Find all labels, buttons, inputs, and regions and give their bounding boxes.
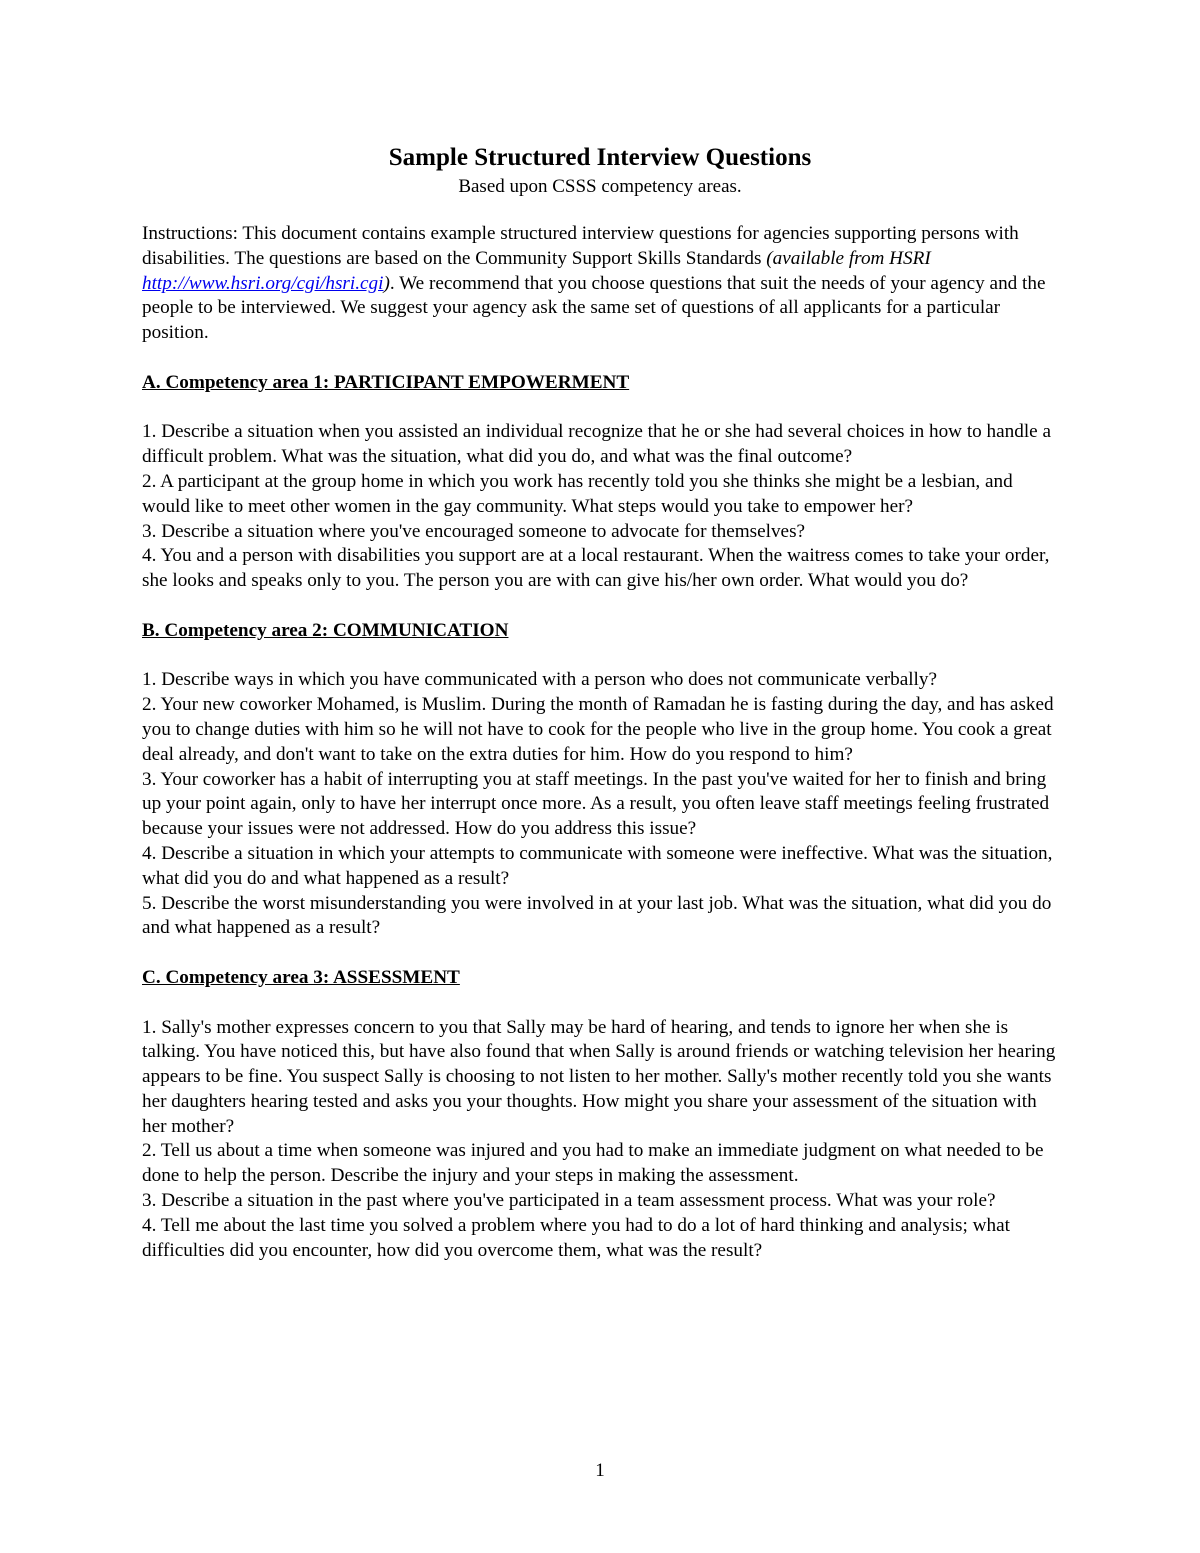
section-b-question-3: 3. Your coworker has a habit of interrupting you at staff meetings. In the past you've waited for her to finish and bring up your point again, only to have her interrupt once more. As a result, you often leave staff meetings feeling frustrated because your issues were not addressed. How do you address this issue? — [142, 768, 1050, 840]
instructions-paragraph — [142, 222, 1062, 346]
instructions-text-2: . We recommend that you choose questions that suit the needs of your agency and the people to be interviewed. We suggest your agency ask the same set of questions of all applicants for a particular position. — [142, 272, 1046, 344]
section-a-question-4: 4. You and a person with disabilities you support are at a local restaurant. When the waitress comes to take your order, she looks and speaks only to you. The person you are with can give his/her own order. What would you do? — [142, 545, 1050, 592]
instructions-text-1: Instructions: This document contains example structured interview questions for agencies supporting persons with disabilities. The questions are based on the Community Support Skills Standards — [142, 223, 1019, 269]
section-c-question-4: 4. Tell me about the last time you solved a problem where you had to do a lot of hard thinking and analysis; what difficulties did you encounter, how did you overcome them, what was the result? — [142, 1214, 1010, 1261]
hsri-link[interactable]: http://www.hsri.org/cgi/hsri.cgi — [142, 272, 384, 294]
document-title: Sample Structured Interview Questions — [388, 144, 812, 171]
section-b-heading: B. Competency area 2: COMMUNICATION — [142, 619, 509, 641]
section-c-question-3: 3. Describe a situation in the past where you've participated in a team assessment process. What was your role? — [142, 1190, 996, 1212]
section-b-question-4: 4. Describe a situation in which your attempts to communicate with someone were ineffective. What was the situation, what did you do and what happened as a result? — [142, 842, 1053, 889]
document-subtitle: Based upon CSSS competency areas. — [458, 176, 742, 197]
section-a-heading: A. Competency area 1: PARTICIPANT EMPOWERMENT — [142, 371, 630, 393]
section-b-question-2: 2. Your new coworker Mohamed, is Muslim. During the month of Ramadan he is fasting during the day, and has asked you to change duties with him so he will not have to cook for the people who live in the group home. You cook a great deal already, and don't want to take on the extra duties for him. How do you respond to him? — [142, 694, 1054, 765]
instructions-italic-2: ) — [383, 272, 390, 294]
section-c-heading: C. Competency area 3: ASSESSMENT — [142, 966, 460, 988]
section-a-question-2: 2. A participant at the group home in which you work has recently told you she thinks she might be a lesbian, and would like to meet other women in the gay community. What steps would you take to empower her? — [142, 470, 1013, 517]
section-c-question-1: 1. Sally's mother expresses concern to you that Sally may be hard of hearing, and tends to ignore her when she is talking. You have noticed this, but have also found that when Sally is around friends or watching television her hearing appears to be fine. You suspect Sally is choosing to not listen to her mother. Sally's mother recently told you she wants her daughters hearing tested and asks you your thoughts. How might you share your assessment of the situation with her mother? — [142, 1016, 1056, 1137]
section-b-question-5: 5. Describe the worst misunderstanding you were involved in at your last job. What was the situation, what did you do and what happened as a result? — [142, 892, 1052, 939]
document-body — [142, 222, 1062, 1263]
page-number: 1 — [595, 1460, 605, 1481]
section-a-question-1: 1. Describe a situation when you assisted an individual recognize that he or she had several choices in how to handle a difficult problem. What was the situation, what did you do, and what was the final outcome? — [142, 421, 1051, 468]
section-c-question-2: 2. Tell us about a time when someone was injured and you had to make an immediate judgment on what needed to be done to help the person. Describe the injury and your steps in making the assessment. — [142, 1140, 1044, 1187]
section-b-question-1: 1. Describe ways in which you have communicated with a person who does not communicate verbally? — [142, 669, 937, 691]
section-a-question-3: 3. Describe a situation where you've encouraged someone to advocate for themselves? — [142, 520, 806, 542]
instructions-italic-1: (available from HSRI — [766, 247, 931, 269]
